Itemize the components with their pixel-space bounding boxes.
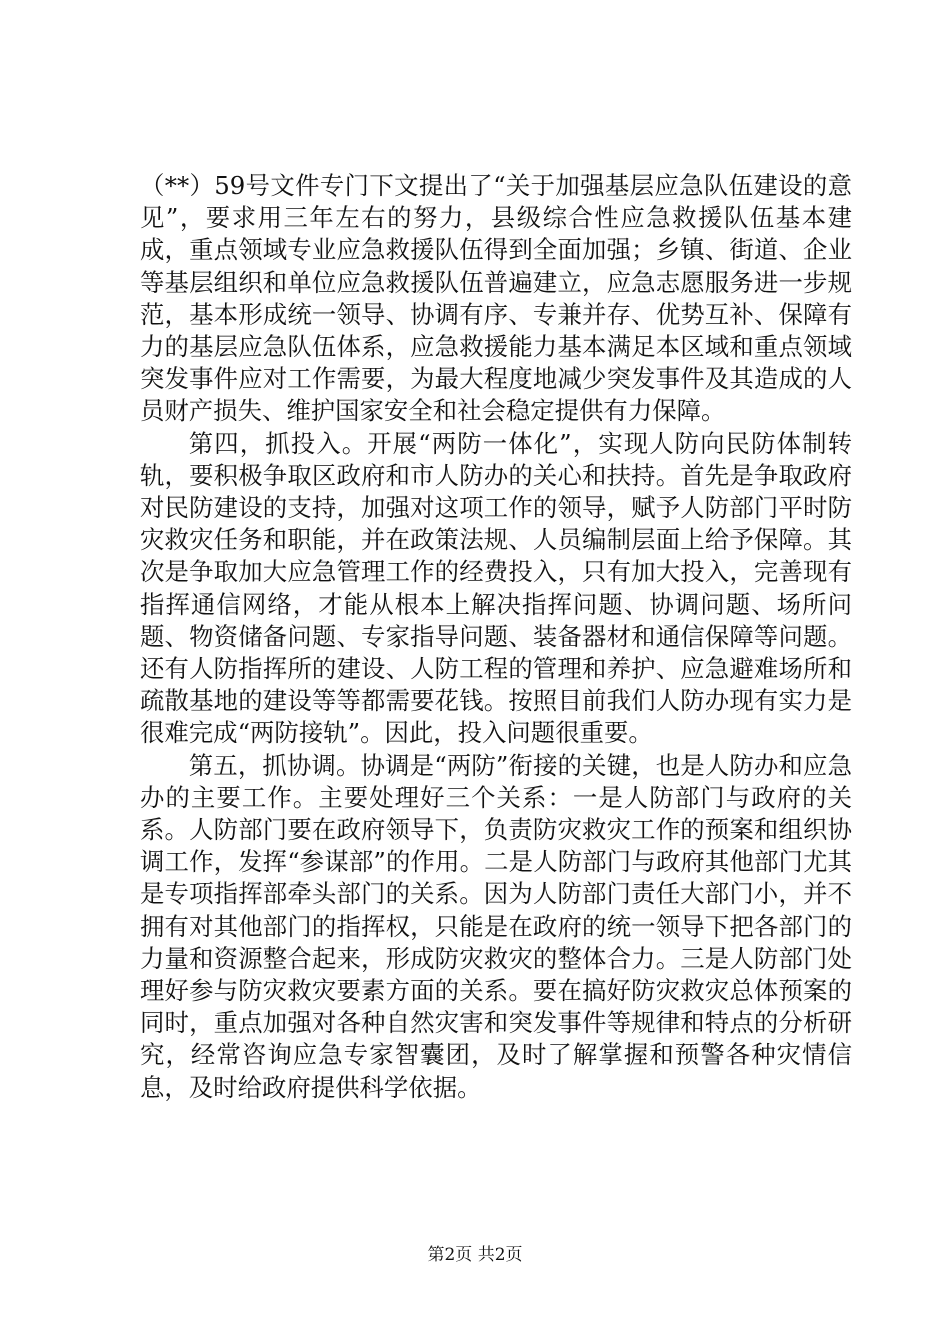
- page-footer: 第2页 共2页: [427, 1245, 523, 1265]
- paragraph-continuation: （**）59号文件专门下文提出了“关于加强基层应急队伍建设的意见”，要求用三年左右的努力，县级综合性应急救援队伍基本建成，重点领域专业应急救援队伍得到全面加强；乡镇、街道、企业等基层组织和单位应急救援队伍普遍建立，应急志愿服务进一步规范，基本形成统一领导、协调有序、专兼并存、优势互补、保障有力的基层应急队伍体系，应急救援能力基本满足本区域和重点领域突发事件应对工作需要，为最大程度地减少突发事件及其造成的人员财产损失、维护国家安全和社会稳定提供有力保障。: [140, 171, 852, 426]
- paragraph-fifth-point: 第五，抓协调。协调是“两防”衔接的关键，也是人防办和应急办的主要工作。主要处理好三个关系：一是人防部门与政府的关系。人防部门要在政府领导下，负责防灾救灾工作的预案和组织协调工作，发挥“参谋部”的作用。二是人防部门与政府其他部门尤其是专项指挥部牵头部门的关系。因为人防部门责任大部门小，并不拥有对其他部门的指挥权，只能是在政府的统一领导下把各部门的力量和资源整合起来，形成防灾救灾的整体合力。三是人防部门处理好参与防灾救灾要素方面的关系。要在搞好防灾救灾总体预案的同时，重点加强对各种自然灾害和突发事件等规律和特点的分析研究，经常咨询应急专家智囊团，及时了解掌握和预警各种灾情信息，及时给政府提供科学依据。: [140, 750, 852, 1102]
- paragraph-fourth-point: 第四，抓投入。开展“两防一体化”，实现人防向民防体制转轨，要积极争取区政府和市人防办的关心和扶持。首先是争取政府对民防建设的支持，加强对这项工作的领导，赋予人防部门平时防灾救灾任务和职能，并在政策法规、人员编制层面上给予保障。其次是争取加大应急管理工作的经费投入，只有加大投入，完善现有指挥通信网络，才能从根本上解决指挥问题、协调问题、场所问题、物资储备问题、专家指导问题、装备器材和通信保障等问题。还有人防指挥所的建设、人防工程的管理和养护、应急避难场所和疏散基地的建设等等都需要花钱。按照目前我们人防办现有实力是很难完成“两防接轨”。因此，投入问题很重要。: [140, 428, 852, 748]
- document-body: [140, 170, 852, 1104]
